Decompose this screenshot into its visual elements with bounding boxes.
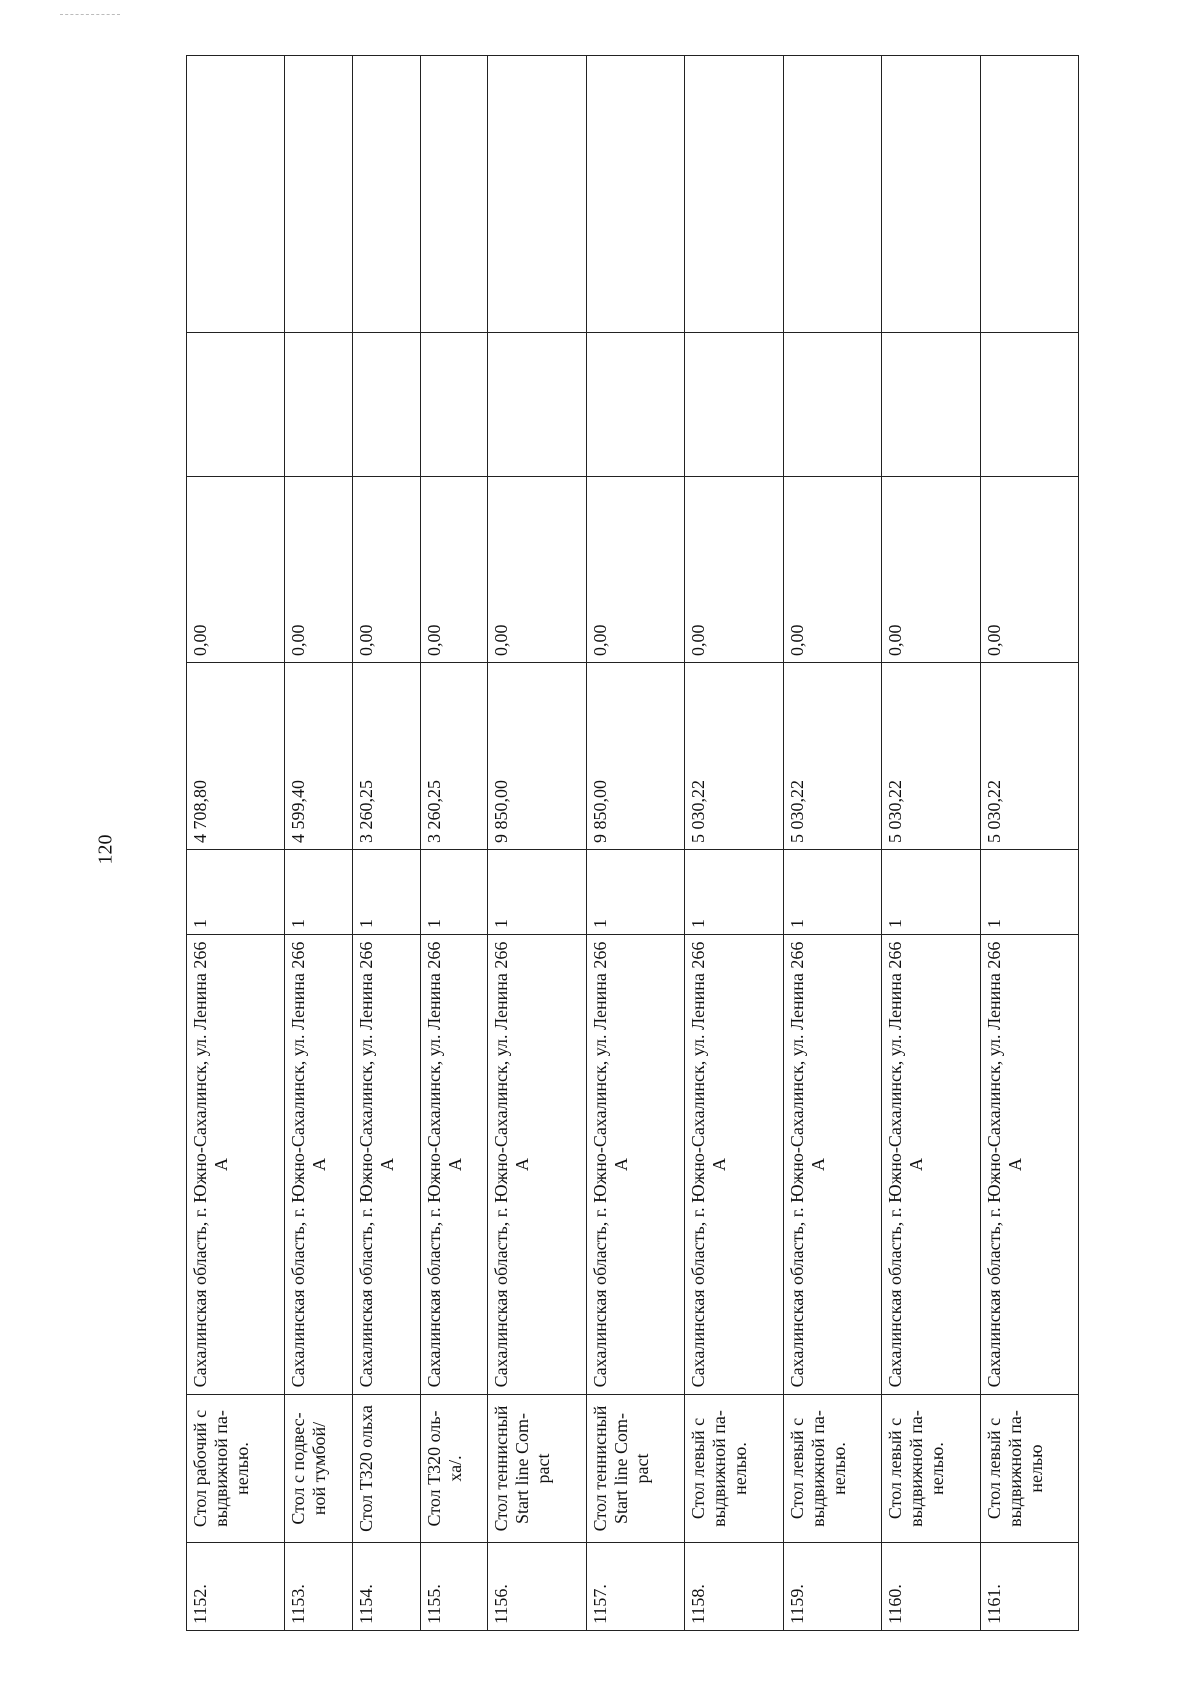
quantity-cell: 1: [187, 850, 285, 935]
scan-artifact: [60, 14, 120, 17]
item-name-cell: Стол Т320 ольха: [353, 1395, 421, 1543]
table-row: [980, 56, 1079, 1631]
address-cell: Сахалинская область, г. Южно-Сахалинск, ул. Ленина 266 А: [980, 935, 1079, 1395]
empty-cell: [420, 333, 488, 477]
row-number-cell: 1156.: [488, 1543, 586, 1631]
quantity-cell: 1: [980, 850, 1079, 935]
empty-cell: [353, 333, 421, 477]
empty-cell: [586, 333, 684, 477]
empty-cell: [685, 56, 783, 333]
row-number-cell: 1153.: [285, 1543, 353, 1631]
empty-cell: [285, 333, 353, 477]
address-cell: Сахалинская область, г. Южно-Сахалинск, ул. Ленина 266 А: [420, 935, 488, 1395]
empty-cell: [783, 56, 881, 333]
residual-value-cell: 0,00: [488, 477, 586, 663]
item-name-cell: Стол теннисный Start line Com-pact: [488, 1395, 586, 1543]
page-number: 120: [94, 834, 117, 865]
quantity-cell: 1: [685, 850, 783, 935]
item-name-cell: Стол Т320 оль-ха/.: [420, 1395, 488, 1543]
row-number-cell: 1158.: [685, 1543, 783, 1631]
empty-cell: [783, 333, 881, 477]
address-cell: Сахалинская область, г. Южно-Сахалинск, ул. Ленина 266 А: [586, 935, 684, 1395]
quantity-cell: 1: [586, 850, 684, 935]
row-number-cell: 1160.: [882, 1543, 980, 1631]
row-number-cell: 1159.: [783, 1543, 881, 1631]
empty-cell: [285, 56, 353, 333]
book-value-cell: 5 030,22: [882, 663, 980, 850]
book-value-cell: 5 030,22: [783, 663, 881, 850]
quantity-cell: 1: [353, 850, 421, 935]
empty-cell: [980, 56, 1079, 333]
quantity-cell: 1: [285, 850, 353, 935]
quantity-cell: 1: [882, 850, 980, 935]
address-cell: Сахалинская область, г. Южно-Сахалинск, ул. Ленина 266 А: [783, 935, 881, 1395]
item-name-cell: Стол левый с выдвижной па-нелью.: [783, 1395, 881, 1543]
property-register-table: [186, 55, 1079, 1631]
table-row: [420, 56, 488, 1631]
empty-cell: [488, 56, 586, 333]
book-value-cell: 9 850,00: [586, 663, 684, 850]
empty-cell: [980, 333, 1079, 477]
table-row: [783, 56, 881, 1631]
residual-value-cell: 0,00: [685, 477, 783, 663]
row-number-cell: 1161.: [980, 1543, 1079, 1631]
table-body: [187, 56, 1079, 1631]
empty-cell: [685, 333, 783, 477]
address-cell: Сахалинская область, г. Южно-Сахалинск, ул. Ленина 266 А: [882, 935, 980, 1395]
residual-value-cell: 0,00: [187, 477, 285, 663]
book-value-cell: 5 030,22: [685, 663, 783, 850]
empty-cell: [488, 333, 586, 477]
residual-value-cell: 0,00: [285, 477, 353, 663]
empty-cell: [586, 56, 684, 333]
book-value-cell: 4 599,40: [285, 663, 353, 850]
empty-cell: [882, 333, 980, 477]
table-row: [586, 56, 684, 1631]
book-value-cell: 3 260,25: [420, 663, 488, 850]
address-cell: Сахалинская область, г. Южно-Сахалинск, ул. Ленина 266 А: [285, 935, 353, 1395]
book-value-cell: 4 708,80: [187, 663, 285, 850]
item-name-cell: Стол левый с выдвижной па-нелью.: [882, 1395, 980, 1543]
empty-cell: [882, 56, 980, 333]
row-number-cell: 1155.: [420, 1543, 488, 1631]
item-name-cell: Стол с подвес-ной тумбой/: [285, 1395, 353, 1543]
row-number-cell: 1157.: [586, 1543, 684, 1631]
residual-value-cell: 0,00: [353, 477, 421, 663]
quantity-cell: 1: [783, 850, 881, 935]
quantity-cell: 1: [488, 850, 586, 935]
row-number-cell: 1152.: [187, 1543, 285, 1631]
item-name-cell: Стол левый с выдвижной па-нелью: [980, 1395, 1079, 1543]
book-value-cell: 5 030,22: [980, 663, 1079, 850]
table-row: [488, 56, 586, 1631]
address-cell: Сахалинская область, г. Южно-Сахалинск, ул. Ленина 266 А: [488, 935, 586, 1395]
table-row: [685, 56, 783, 1631]
item-name-cell: Стол рабочий с выдвижной па-нелью.: [187, 1395, 285, 1543]
table-row: [285, 56, 353, 1631]
empty-cell: [420, 56, 488, 333]
quantity-cell: 1: [420, 850, 488, 935]
residual-value-cell: 0,00: [586, 477, 684, 663]
book-value-cell: 9 850,00: [488, 663, 586, 850]
row-number-cell: 1154.: [353, 1543, 421, 1631]
address-cell: Сахалинская область, г. Южно-Сахалинск, ул. Ленина 266 А: [353, 935, 421, 1395]
book-value-cell: 3 260,25: [353, 663, 421, 850]
residual-value-cell: 0,00: [980, 477, 1079, 663]
item-name-cell: Стол теннисный Start line Com-pact: [586, 1395, 684, 1543]
table-row: [187, 56, 285, 1631]
empty-cell: [187, 56, 285, 333]
table-row: [882, 56, 980, 1631]
table-row: [353, 56, 421, 1631]
residual-value-cell: 0,00: [783, 477, 881, 663]
rotated-table-container: [186, 56, 1079, 1631]
empty-cell: [187, 333, 285, 477]
item-name-cell: Стол левый с выдвижной па-нелью.: [685, 1395, 783, 1543]
empty-cell: [353, 56, 421, 333]
address-cell: Сахалинская область, г. Южно-Сахалинск, ул. Ленина 266 А: [187, 935, 285, 1395]
residual-value-cell: 0,00: [882, 477, 980, 663]
residual-value-cell: 0,00: [420, 477, 488, 663]
address-cell: Сахалинская область, г. Южно-Сахалинск, ул. Ленина 266 А: [685, 935, 783, 1395]
